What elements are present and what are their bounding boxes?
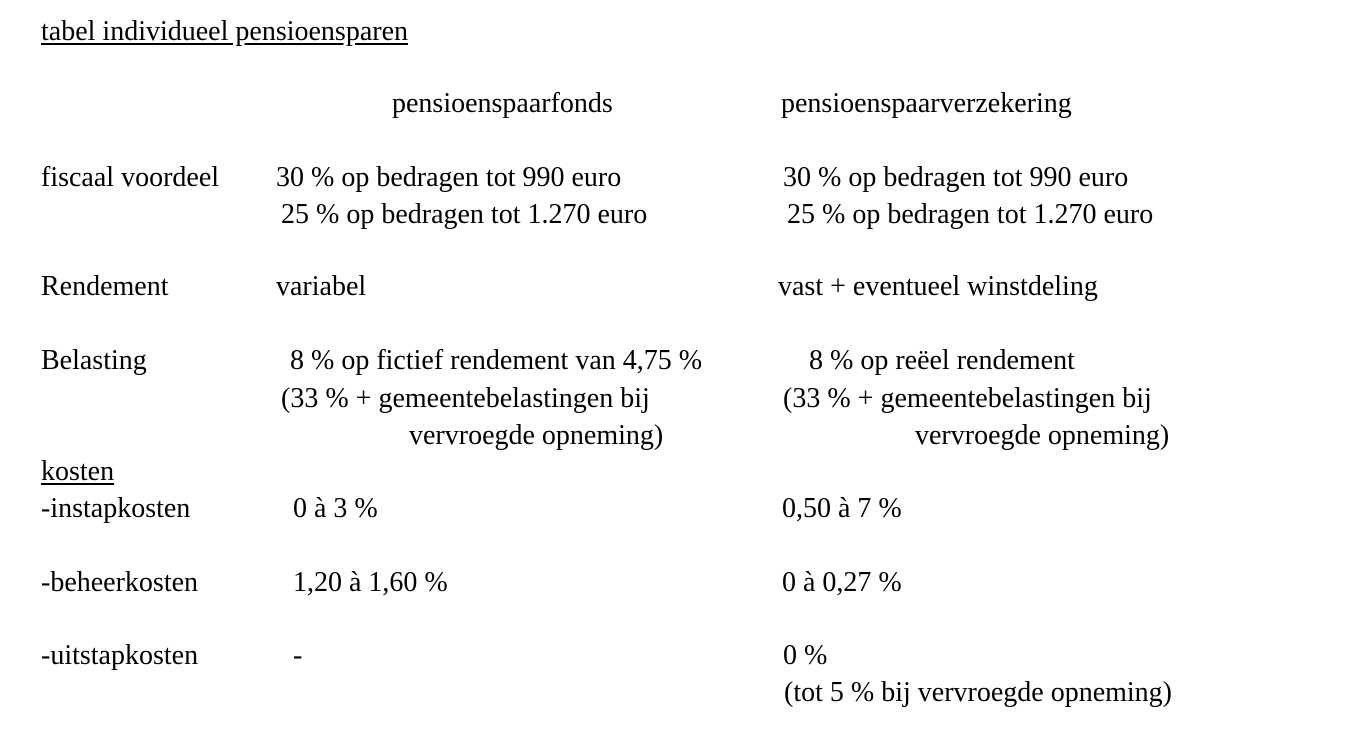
- cell-belasting-fonds-1: 8 % op fictief rendement van 4,75 %: [290, 345, 703, 376]
- cell-beheer-verz: 0 à 0,27 %: [782, 567, 902, 598]
- cell-rendement-fonds: variabel: [276, 271, 367, 302]
- row-label-beheer: -beheerkosten: [41, 567, 199, 598]
- cell-fiscaal-fonds-1: 30 % op bedragen tot 990 euro: [276, 162, 622, 193]
- document-title: tabel individueel pensioensparen: [41, 16, 408, 47]
- cell-rendement-verz: vast + eventueel winstdeling: [778, 271, 1098, 302]
- row-label-fiscaal: fiscaal voordeel: [41, 162, 220, 193]
- cell-belasting-fonds-2: (33 % + gemeentebelastingen bij: [281, 383, 650, 414]
- cell-instap-fonds: 0 à 3 %: [293, 493, 378, 524]
- row-label-uitstap: -uitstapkosten: [41, 640, 199, 671]
- cell-fiscaal-fonds-2: 25 % op bedragen tot 1.270 euro: [281, 199, 648, 230]
- row-label-belasting: Belasting: [41, 345, 147, 376]
- cell-beheer-fonds: 1,20 à 1,60 %: [293, 567, 448, 598]
- cell-uitstap-fonds: -: [293, 640, 303, 671]
- kosten-heading: kosten: [41, 456, 115, 487]
- cell-uitstap-verz-2: (tot 5 % bij vervroegde opneming): [784, 677, 1173, 708]
- cell-belasting-verz-2: (33 % + gemeentebelastingen bij: [783, 383, 1152, 414]
- cell-instap-verz: 0,50 à 7 %: [782, 493, 902, 524]
- row-label-rendement: Rendement: [41, 271, 169, 302]
- cell-uitstap-verz-1: 0 %: [783, 640, 828, 671]
- row-label-instap: -instapkosten: [41, 493, 191, 524]
- column-header-verzekering: pensioenspaarverzekering: [781, 88, 1072, 119]
- column-header-fonds: pensioenspaarfonds: [392, 88, 613, 119]
- cell-fiscaal-verz-2: 25 % op bedragen tot 1.270 euro: [787, 199, 1154, 230]
- cell-belasting-verz-1: 8 % op reëel rendement: [809, 345, 1075, 376]
- cell-fiscaal-verz-1: 30 % op bedragen tot 990 euro: [783, 162, 1129, 193]
- cell-belasting-verz-3: vervroegde opneming): [915, 420, 1170, 451]
- cell-belasting-fonds-3: vervroegde opneming): [409, 420, 664, 451]
